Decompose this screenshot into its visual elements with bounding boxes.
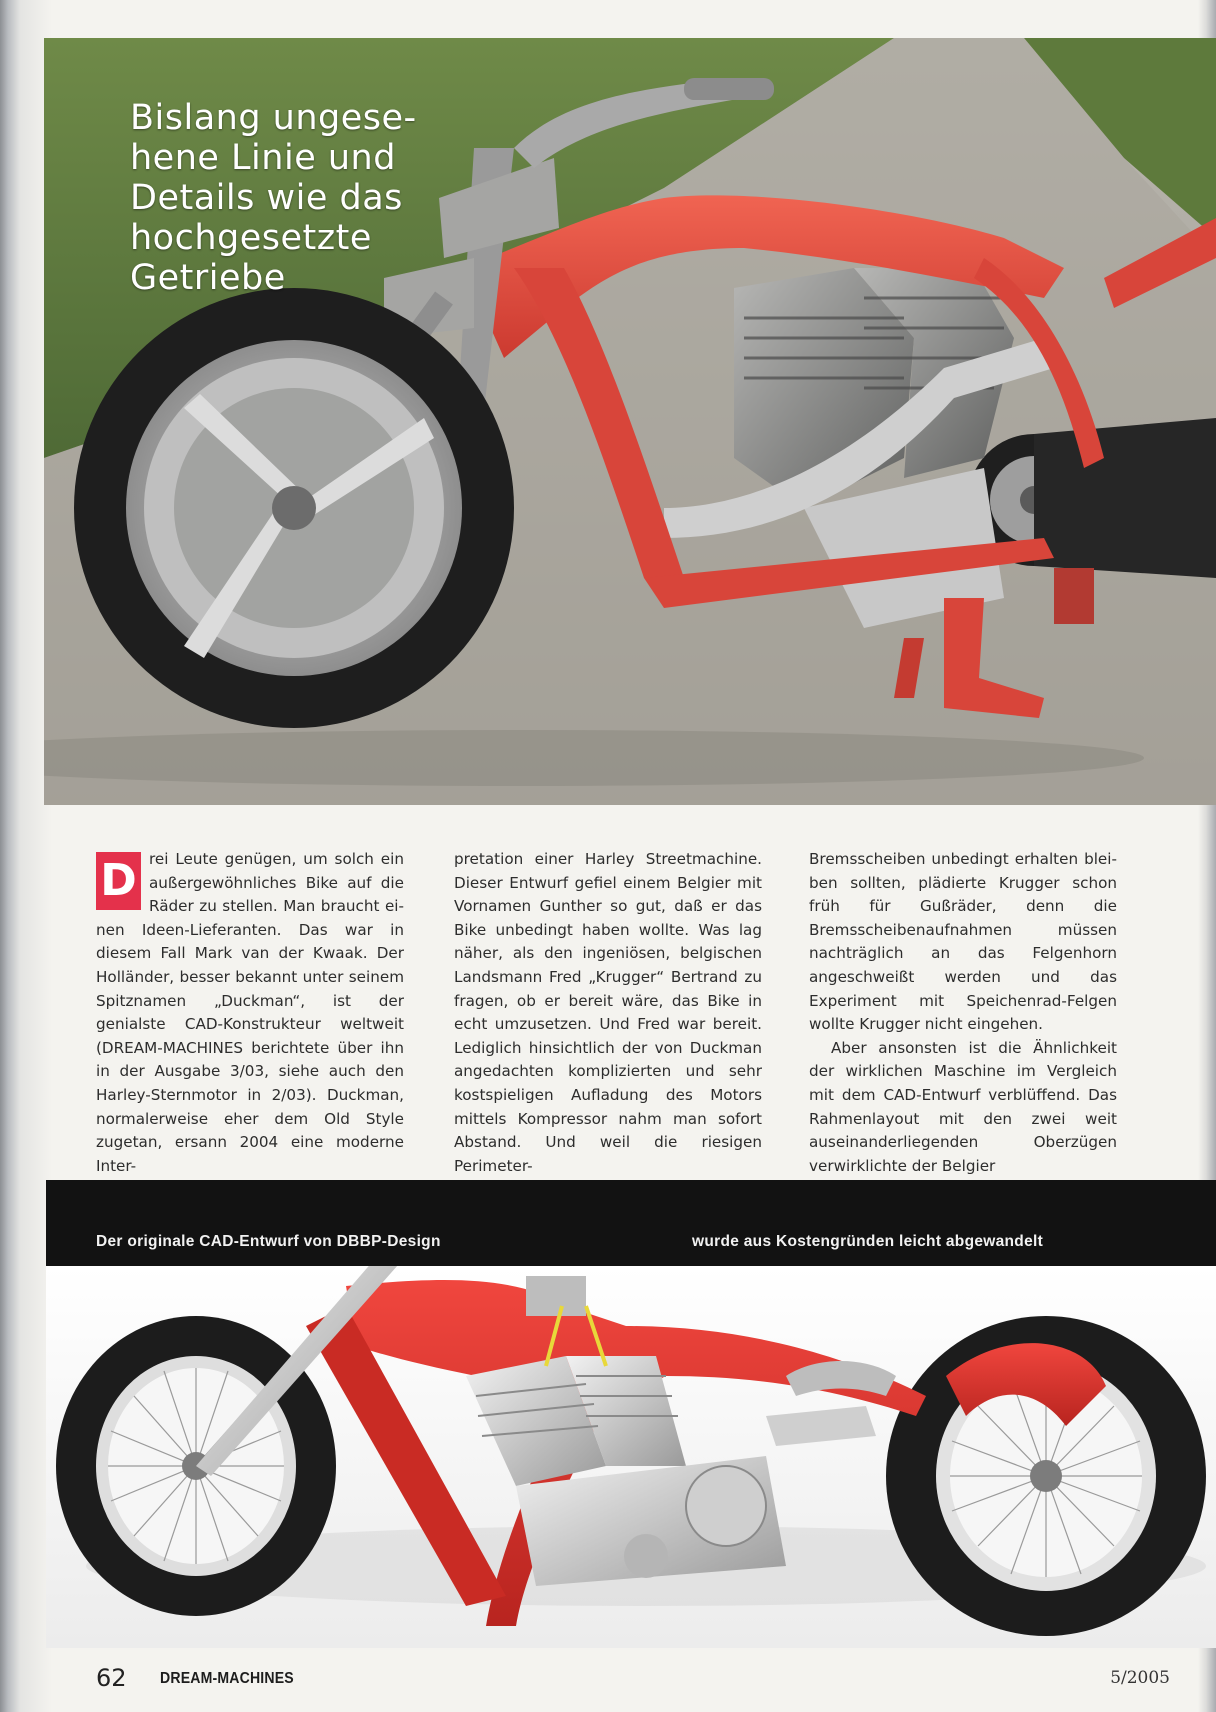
photo-headline: Bislang ungese- hene Linie und Details wie das hochgesetzte Getriebe — [130, 98, 417, 298]
issue-number: 5/2005 — [1110, 1668, 1170, 1688]
caption-band — [46, 1180, 1216, 1266]
motorcycle-photo — [44, 38, 1216, 805]
column-3-paragraph-1: Bremsscheiben unbedingt erhalten bleiben sollten, plädierte Krugger schon früh für Gußräder, denn die Bremsscheibenaufnahmen müssen nachträglich an das Felgenhorn angeschweißt werden und das Experiment mit Speichenrad-Felgen wollte Krugger nicht eingehen. — [809, 850, 1117, 1034]
article-column-2 — [454, 848, 762, 1178]
magazine-name: DREAM-MACHINES — [160, 1670, 294, 1687]
article-column-3 — [809, 848, 1117, 1178]
page-footer — [96, 1664, 1170, 1704]
column-1-text: rei Leute genügen, um solch ein außergewöhnliches Bike auf die Räder zu stellen. Man braucht einen Ideen-Lieferanten. Das war in diesem Fall Mark van der Kwaak. Der Holländer, besser bekannt unter seinem Spitznamen „Duckman“, ist der genialste CAD-Konstrukteur weltweit (DREAM-MACHINES berichtete über ihn in der Ausgabe 3/03, siehe auch den Harley-Sternmotor in 2/03). Duckman, normalerweise eher dem Old Style zugetan, ersann 2004 eine moderne Inter- — [96, 850, 404, 1175]
page-number: 62 — [96, 1664, 127, 1692]
column-3-paragraph-2: Aber ansonsten ist die Ähnlichkeit der wirklichen Maschine im Vergleich mit dem CAD-Entwurf verblüffend. Das Rahmenlayout mit den zwei weit auseinanderliegenden Oberzügen verwirklichte der Belgier — [809, 1038, 1117, 1175]
cad-render-image — [46, 1266, 1216, 1648]
column-2-text: pretation einer Harley Streetmachine. Dieser Entwurf gefiel einem Belgier mit Vornamen Gunther so gut, daß er das Bike unbedingt haben wollte. Was lag näher, als den ingeniösen, belgischen Landsmann Fred „Krugger“ Bertrand zu fragen, ob er bereit wäre, das Bike in echt umzusetzen. Und Fred war bereit. Lediglich hinsichtlich der von Duckman angedachten komplizierten und sehr kostspieligen Aufladung des Motors mittels Kompressor nahm man sofort Abstand. Und weil die riesigen Perimeter- — [454, 850, 762, 1175]
caption-right: wurde aus Kostengründen leicht abgewandelt — [692, 1233, 1044, 1250]
caption-left: Der originale CAD-Entwurf von DBBP-Design — [96, 1233, 441, 1250]
article-body — [96, 848, 1140, 1175]
article-column-1 — [96, 848, 404, 1178]
cad-render-drawing — [46, 1266, 1216, 1648]
drop-cap: D — [96, 852, 141, 910]
